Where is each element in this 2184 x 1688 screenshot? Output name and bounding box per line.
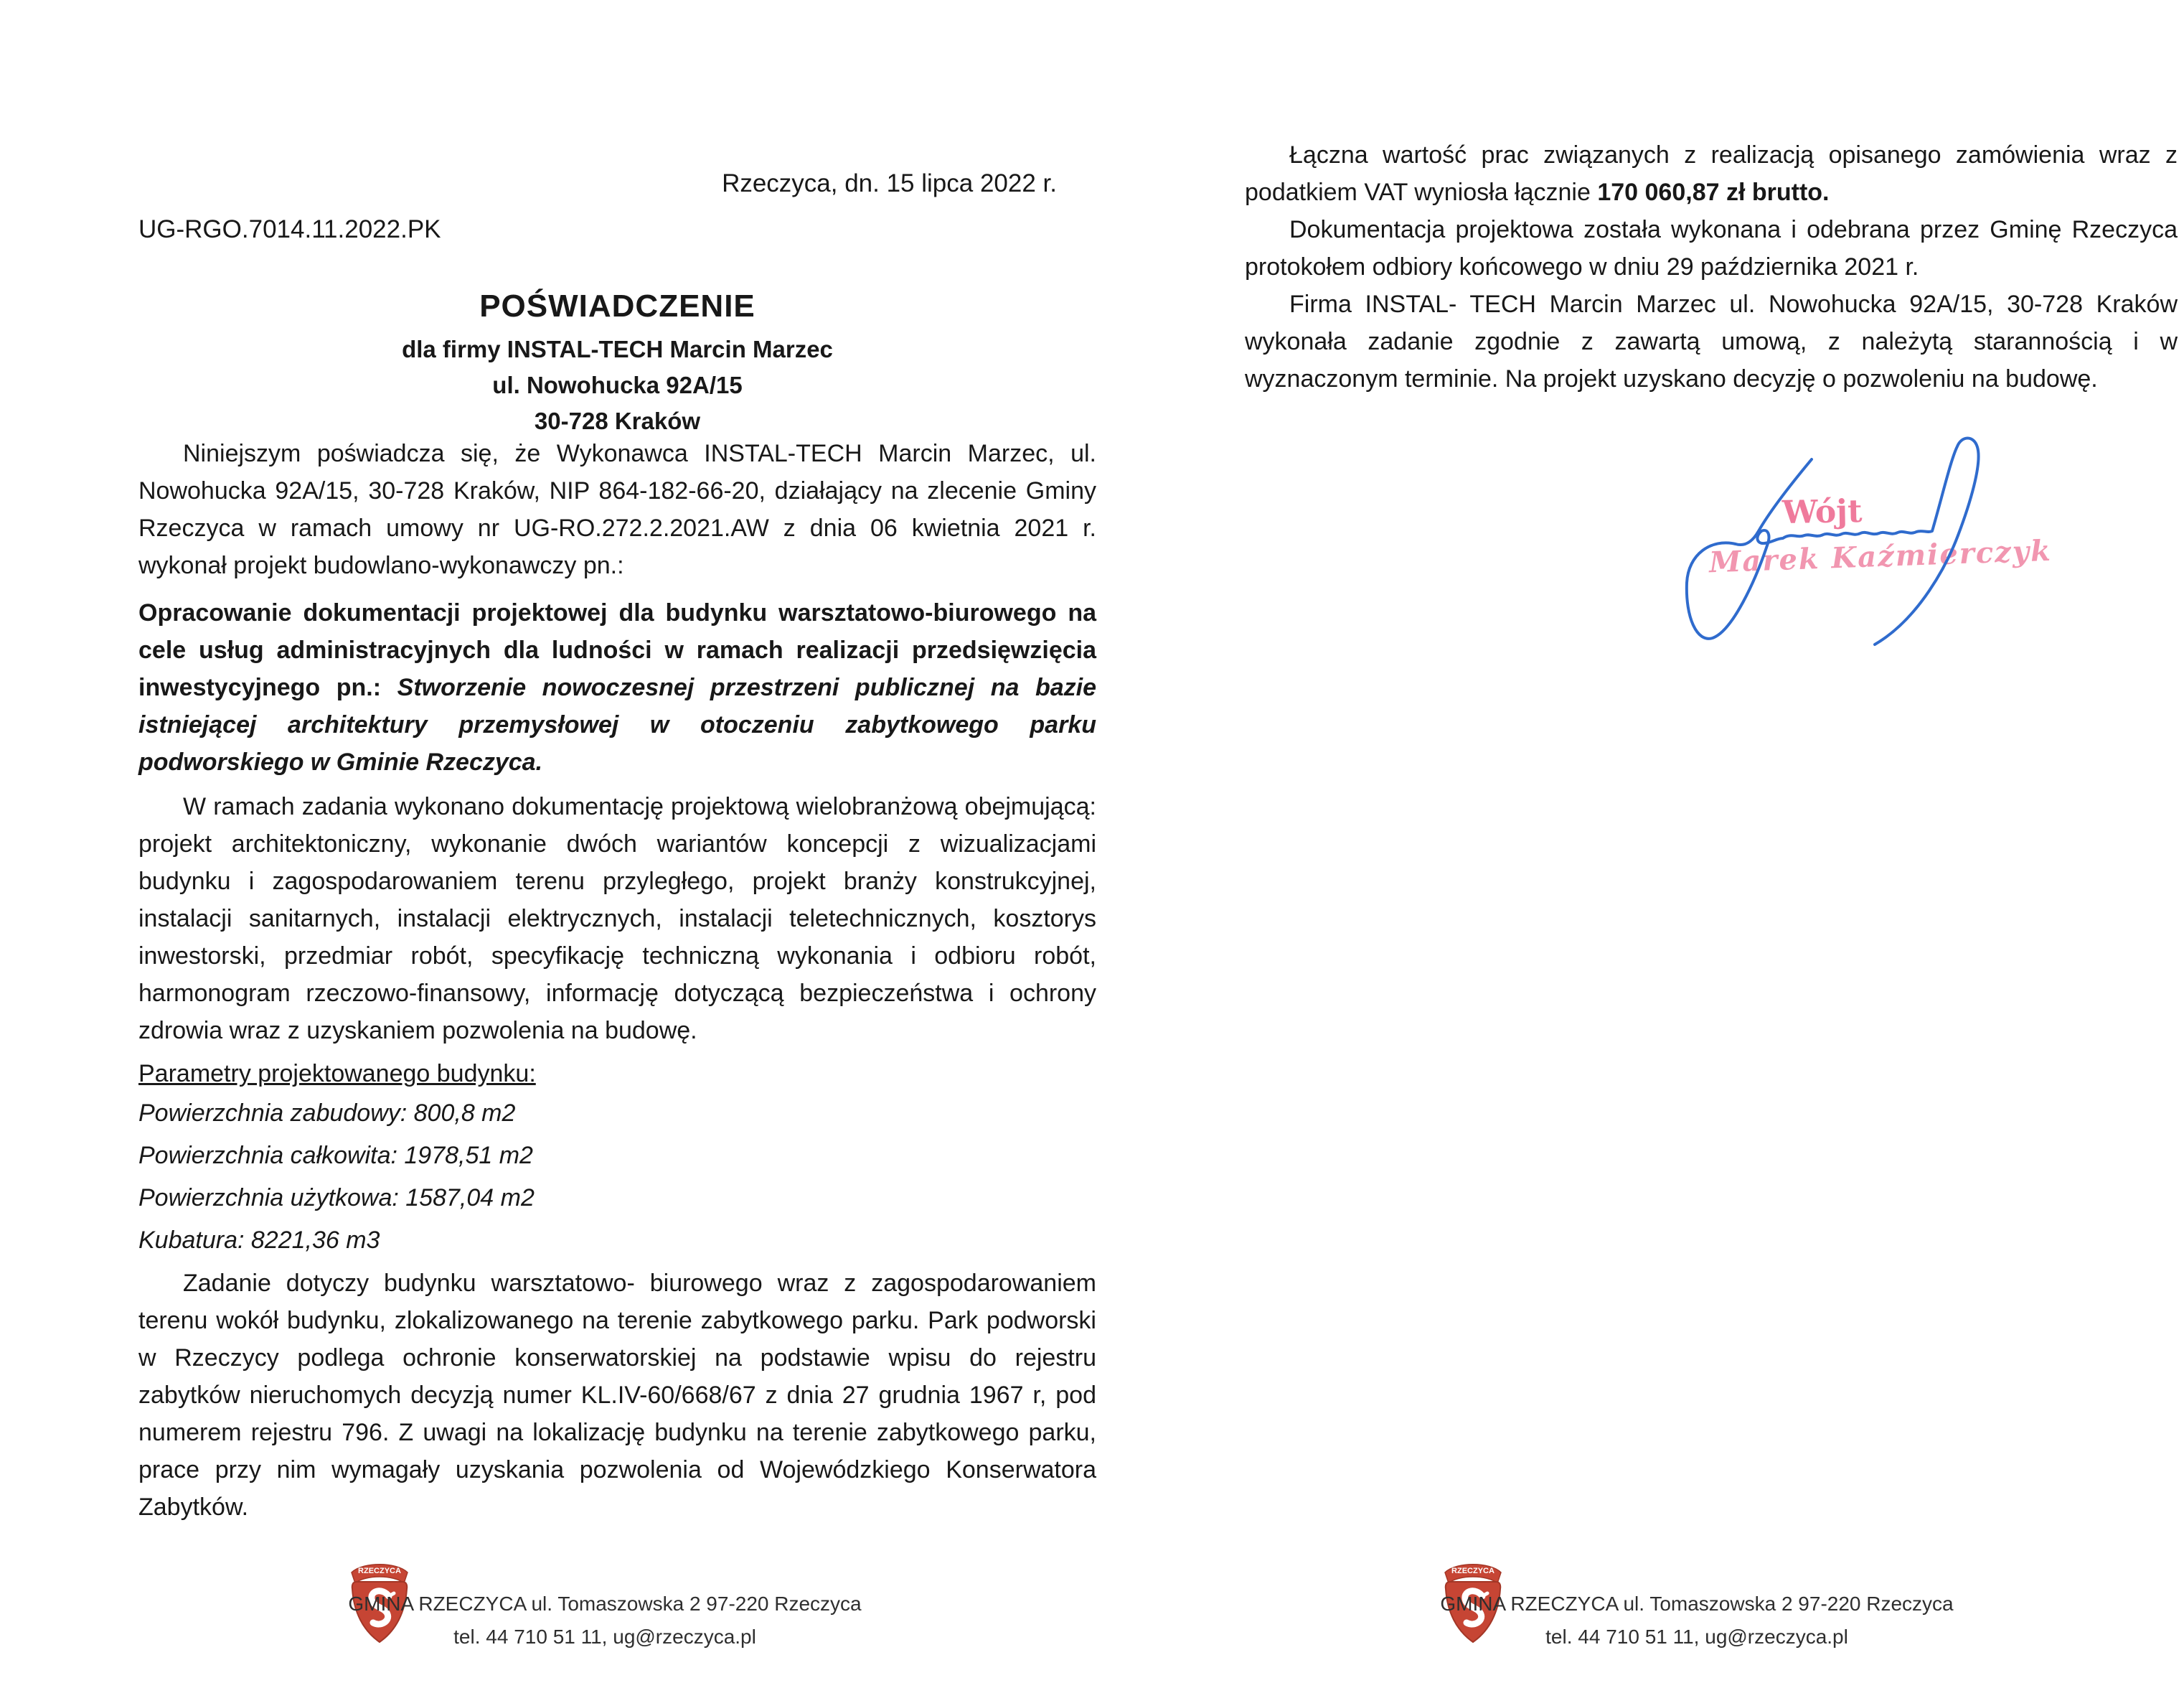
project-title-italic: Stworzenie nowoczesnej przestrzeni publicznej na bazie istniejącej architektury przemysłowej w otoczeniu zabytkowego parku podworskiego w Gminie Rzeczyca. [138, 674, 1096, 776]
left-body [138, 435, 1096, 1526]
stamp-name: Marek Kaźmierczyk [1708, 533, 2053, 580]
stamp-title: Wójt [1781, 493, 1863, 531]
document-title: POŚWIADCZENIE [479, 289, 756, 324]
paragraph-heritage: Zadanie dotyczy budynku warsztatowo- biurowego wraz z zagospodarowaniem terenu wokół budynku, zlokalizowanego na terenie zabytkowego parku. Park podworski w Rzeczycy podlega ochronie konserwatorskiej na podstawie wpisu do rejestru zabytków nieruchomych decyzją numer KL.IV-60/668/67 z dnia 27 grudnia 1967 r, pod numerem rejestru 796. Z uwagi na lokalizację budynku na terenie zabytkowego parku, prace przy nim wymagały uzyskania pozwolenia od Wojewódzkiego Konserwatora Zabytków. [138, 1270, 1096, 1521]
crest-banner-text: RZECZYCA [358, 1567, 401, 1575]
footer-left [138, 1588, 1071, 1654]
parameter-built-area: Powierzchnia zabudowy: 800,8 m2 [138, 1099, 516, 1127]
parameters-heading: Parametry projektowanego budynku: [138, 1060, 536, 1087]
parameter-volume: Kubatura: 8221,36 m3 [138, 1227, 380, 1254]
footer-address: GMINA RZECZYCA ul. Tomaszowska 2 97-220 Rzeczyca [348, 1593, 862, 1615]
paragraph-value [1245, 136, 2178, 211]
recipient-company: dla firmy INSTAL-TECH Marcin Marzec [402, 336, 833, 362]
paragraph-handover: Dokumentacja projektowa została wykonana i odebrana przez Gminę Rzeczyca protokołem odbiory końcowego w dniu 29 października 2021 r. [1245, 216, 2178, 281]
footer-contact: tel. 44 710 51 11, ug@rzeczyca.pl [1545, 1626, 1848, 1648]
footer-right [1230, 1588, 2163, 1654]
right-body [1245, 136, 2178, 398]
recipient-city: 30-728 Kraków [534, 408, 701, 434]
paragraph-scope: W ramach zadania wykonano dokumentację projektową wielobranżową obejmującą: projekt architektoniczny, wykonanie dwóch wariantów koncepcji z wizualizacjami budynku i zagospodarowaniem terenu przyległego, projekt branży konstrukcyjnej, instalacji sanitarnych, instalacji elektrycznych, instalacji teletechnicznych, kosztorys inwestorski, przedmiar robót, specyfikację techniczną wykonania i odbioru robót, harmonogram rzeczowo-finansowy, informację dotyczącą bezpieczeństwa i ochrony zdrowia wraz z uzyskaniem pozwolenia na budowę. [138, 793, 1096, 1044]
reference-number: UG-RGO.7014.11.2022.PK [138, 215, 441, 243]
gross-amount: 170 060,87 zł brutto. [1597, 179, 1830, 206]
crest-banner-text: RZECZYCA [1451, 1567, 1495, 1575]
parameter-total-area: Powierzchnia całkowita: 1978,51 m2 [138, 1142, 533, 1169]
value-text: Łączna wartość prac związanych z realizacją opisanego zamówienia wraz z podatkiem VAT wyniosła łącznie [1245, 141, 2178, 206]
footer-address: GMINA RZECZYCA ul. Tomaszowska 2 97-220 Rzeczyca [1440, 1593, 1954, 1615]
parameter-usable-area: Powierzchnia użytkowa: 1587,04 m2 [138, 1184, 535, 1211]
signature-area [1092, 0, 2184, 861]
project-title-plain: Opracowanie dokumentacji projektowej dla budynku warsztatowo-biurowego na cele usług administracyjnych dla ludności w ramach realizacji przedsięwzięcia inwestycyjnego pn.: [138, 599, 1096, 701]
paragraph-conclusion: Firma INSTAL- TECH Marcin Marzec ul. Nowohucka 92A/15, 30-728 Kraków wykonała zadanie zgodnie z zawartą umową, z należytą starannością i w wyznaczonym terminie. Na projekt uzyskano decyzję o pozwoleniu na budowę. [1245, 291, 2178, 393]
title-block [138, 289, 1096, 439]
recipient-street: ul. Nowohucka 92A/15 [492, 372, 743, 398]
date-line: Rzeczyca, dn. 15 lipca 2022 r. [722, 169, 1057, 197]
footer-contact: tel. 44 710 51 11, ug@rzeczyca.pl [453, 1626, 756, 1648]
handwritten-signature [1682, 431, 1998, 660]
page-right [1092, 0, 2184, 1688]
paragraph-project-title [138, 594, 1096, 781]
paragraph-intro: Niniejszym poświadcza się, że Wykonawca INSTAL-TECH Marcin Marzec, ul. Nowohucka 92A/15, 30-728 Kraków, NIP 864-182-66-20, działający na zlecenie Gminy Rzeczyca w ramach umowy nr UG-RO.272.2.2021.AW z dnia 06 kwietnia 2021 r. wykonał projekt budowlano-wykonawczy pn.: [138, 440, 1096, 579]
